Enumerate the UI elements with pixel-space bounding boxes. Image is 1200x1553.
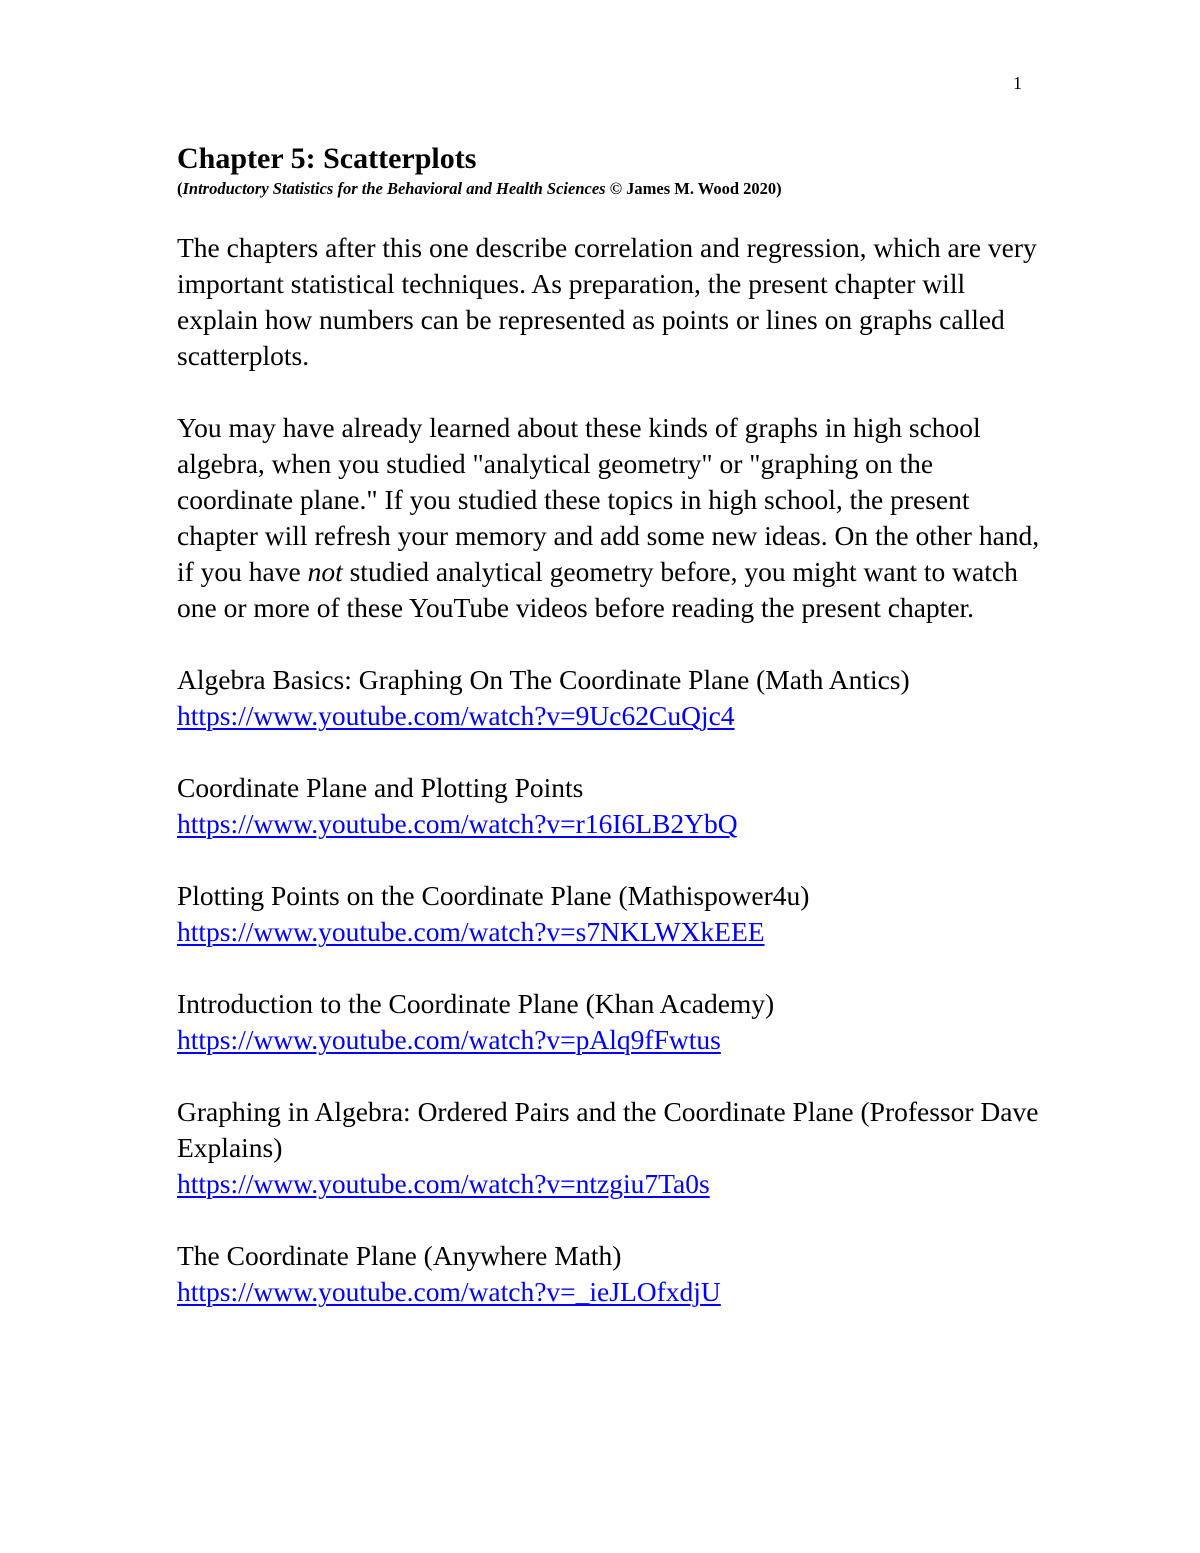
emphasis-not: not	[307, 556, 343, 587]
video-entry-5	[177, 1094, 1047, 1202]
video-title: Algebra Basics: Graphing On The Coordinate Plane (Math Antics)	[177, 664, 910, 695]
video-entry-6	[177, 1238, 1047, 1310]
video-entry-2	[177, 770, 1047, 842]
background-paragraph-start: You may have already learned about these kinds of graphs in high school algebra, when you studied "analytical geometry" or "graphing on the coordinate plane." If you studied these topics in high school, the present chapter will refresh your memory and add some new ideas. On the other hand, if you have	[177, 412, 1040, 587]
video-entry-4	[177, 986, 1047, 1058]
video-link[interactable]: https://www.youtube.com/watch?v=s7NKLWXkEEE	[177, 916, 765, 947]
subtitle-copyright: © James M. Wood 2020)	[605, 179, 782, 198]
video-link[interactable]: https://www.youtube.com/watch?v=pAlq9fFwtus	[177, 1024, 721, 1055]
video-title: The Coordinate Plane (Anywhere Math)	[177, 1240, 622, 1271]
video-link[interactable]: https://www.youtube.com/watch?v=9Uc62CuQjc4	[177, 700, 735, 731]
video-title: Coordinate Plane and Plotting Points	[177, 772, 584, 803]
background-paragraph-end: studied analytical geometry before, you might want to watch one or more of these YouTube videos before reading the present chapter.	[177, 556, 1018, 623]
book-title: Introductory Statistics for the Behavioral and Health Sciences	[182, 179, 606, 198]
video-title: Graphing in Algebra: Ordered Pairs and the Coordinate Plane (Professor Dave Explains)	[177, 1096, 1039, 1163]
video-title: Plotting Points on the Coordinate Plane (Mathispower4u)	[177, 880, 810, 911]
intro-paragraph: The chapters after this one describe correlation and regression, which are very important statistical techniques. As preparation, the present chapter will explain how numbers can be represented as points or lines on graphs called scatterplots.	[177, 232, 1037, 371]
video-entry-3	[177, 878, 1047, 950]
background-paragraph	[177, 410, 1047, 626]
subtitle-open-paren: (	[177, 179, 183, 198]
video-link[interactable]: https://www.youtube.com/watch?v=_ieJLOfxdjU	[177, 1276, 721, 1307]
chapter-subtitle	[177, 178, 1047, 200]
page-number: 1	[1013, 73, 1022, 93]
video-link[interactable]: https://www.youtube.com/watch?v=r16I6LB2YbQ	[177, 808, 738, 839]
video-entry-1	[177, 662, 1047, 734]
video-title: Introduction to the Coordinate Plane (Khan Academy)	[177, 988, 775, 1019]
page-content	[177, 140, 1047, 1310]
video-link[interactable]: https://www.youtube.com/watch?v=ntzgiu7Ta0s	[177, 1168, 710, 1199]
chapter-title: Chapter 5: Scatterplots	[177, 142, 477, 175]
